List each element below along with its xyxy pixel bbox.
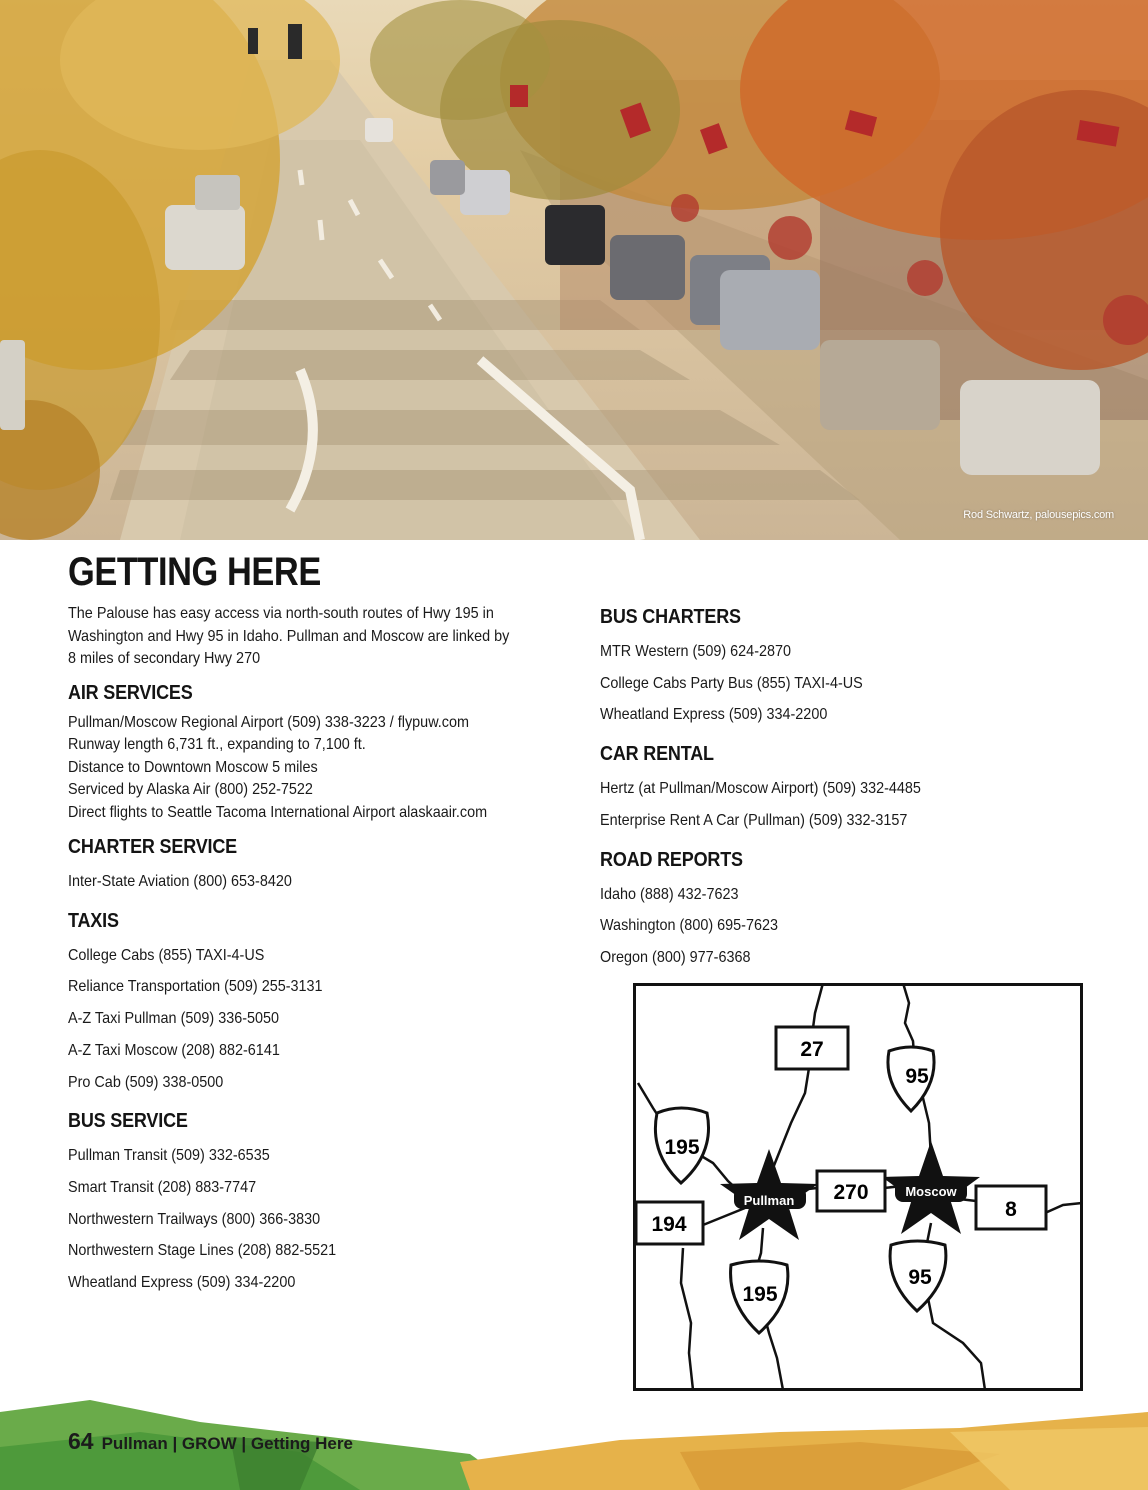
list-item: Enterprise Rent A Car (Pullman) (509) 332-3157 — [600, 811, 908, 829]
list-item: Wheatland Express (509) 334-2200 — [600, 706, 828, 724]
section-heading: BUS CHARTERS — [600, 606, 741, 628]
hero-photo — [0, 0, 1148, 540]
section-heading: AIR SERVICES — [68, 681, 193, 704]
intro-line: 8 miles of secondary Hwy 270 — [68, 650, 261, 667]
left-column — [68, 603, 588, 1309]
list-item: Washington (800) 695-7623 — [600, 917, 778, 935]
list-item: Northwestern Stage Lines (208) 882-5521 — [68, 1242, 337, 1260]
list-item: Idaho (888) 432-7623 — [600, 885, 739, 903]
route-marker-270 — [817, 1171, 885, 1211]
list-item: College Cabs (855) TAXI-4-US — [68, 946, 265, 964]
route-map — [633, 983, 1083, 1391]
list-item: Wheatland Express (509) 334-2200 — [68, 1274, 296, 1292]
intro-paragraph — [68, 603, 536, 671]
section-bus-service — [68, 1108, 536, 1299]
route-label: 95 — [905, 1065, 929, 1088]
section-car-rental — [600, 741, 1032, 836]
route-marker-194 — [636, 1202, 703, 1244]
route-label: 27 — [800, 1038, 824, 1061]
route-label: 95 — [908, 1266, 932, 1289]
section-air-services — [68, 680, 536, 825]
route-marker-27 — [776, 1027, 848, 1069]
section-road-reports — [600, 847, 1032, 974]
city-label-moscow: Moscow — [905, 1184, 957, 1199]
list-item: MTR Western (509) 624-2870 — [600, 643, 792, 660]
list-item: Distance to Downtown Moscow 5 miles — [68, 758, 318, 776]
page-number: 64 — [68, 1428, 94, 1454]
list-item: College Cabs Party Bus (855) TAXI-4-US — [600, 674, 863, 692]
section-heading: TAXIS — [68, 909, 119, 932]
list-item: Oregon (800) 977-6368 — [600, 948, 751, 966]
list-item: A-Z Taxi Moscow (208) 882-6141 — [68, 1041, 280, 1059]
section-charter-service — [68, 834, 536, 898]
section-taxis — [68, 908, 536, 1099]
intro-line: The Palouse has easy access via north-south routes of Hwy 195 in — [68, 605, 494, 622]
list-item: Runway length 6,731 ft., expanding to 7,100 ft. — [68, 736, 366, 753]
section-heading: CAR RENTAL — [600, 743, 714, 766]
page-title: GETTING HERE — [68, 550, 321, 594]
list-item: Serviced by Alaska Air (800) 252-7522 — [68, 781, 313, 798]
list-item: Smart Transit (208) 883-7747 — [68, 1178, 257, 1196]
route-label: 8 — [1005, 1198, 1017, 1221]
route-label: 195 — [664, 1136, 700, 1159]
section-heading: CHARTER SERVICE — [68, 836, 238, 858]
list-item: Pullman/Moscow Regional Airport (509) 338-3223 / flypuw.com — [68, 713, 470, 731]
route-marker-8 — [976, 1186, 1046, 1229]
photo-credit: Rod Schwartz, palousepics.com — [963, 509, 1114, 521]
footer-caption — [68, 1428, 353, 1455]
right-column — [600, 604, 1080, 984]
list-item: Direct flights to Seattle Tacoma International Airport alaskaair.com — [68, 803, 488, 821]
list-item: Northwestern Trailways (800) 366-3830 — [68, 1210, 321, 1228]
street-photo-illustration — [0, 0, 1148, 540]
route-label: 270 — [833, 1181, 869, 1204]
footer-text: Pullman | GROW | Getting Here — [101, 1434, 353, 1453]
list-item: Pro Cab (509) 338-0500 — [68, 1073, 224, 1091]
city-label-pullman: Pullman — [743, 1193, 795, 1208]
section-heading: ROAD REPORTS — [600, 848, 743, 871]
list-item: Inter-State Aviation (800) 653-8420 — [68, 873, 292, 890]
intro-line: Washington and Hwy 95 in Idaho. Pullman and Moscow are linked by — [68, 627, 510, 645]
list-item: A-Z Taxi Pullman (509) 336-5050 — [68, 1010, 280, 1028]
route-label: 194 — [651, 1213, 687, 1236]
list-item: Hertz (at Pullman/Moscow Airport) (509) 332-4485 — [600, 780, 921, 798]
section-heading: BUS SERVICE — [68, 1110, 188, 1133]
list-item: Pullman Transit (509) 332-6535 — [68, 1147, 270, 1165]
section-bus-charters — [600, 604, 1032, 731]
list-item: Reliance Transportation (509) 255-3131 — [68, 978, 323, 996]
route-label: 195 — [742, 1283, 778, 1306]
